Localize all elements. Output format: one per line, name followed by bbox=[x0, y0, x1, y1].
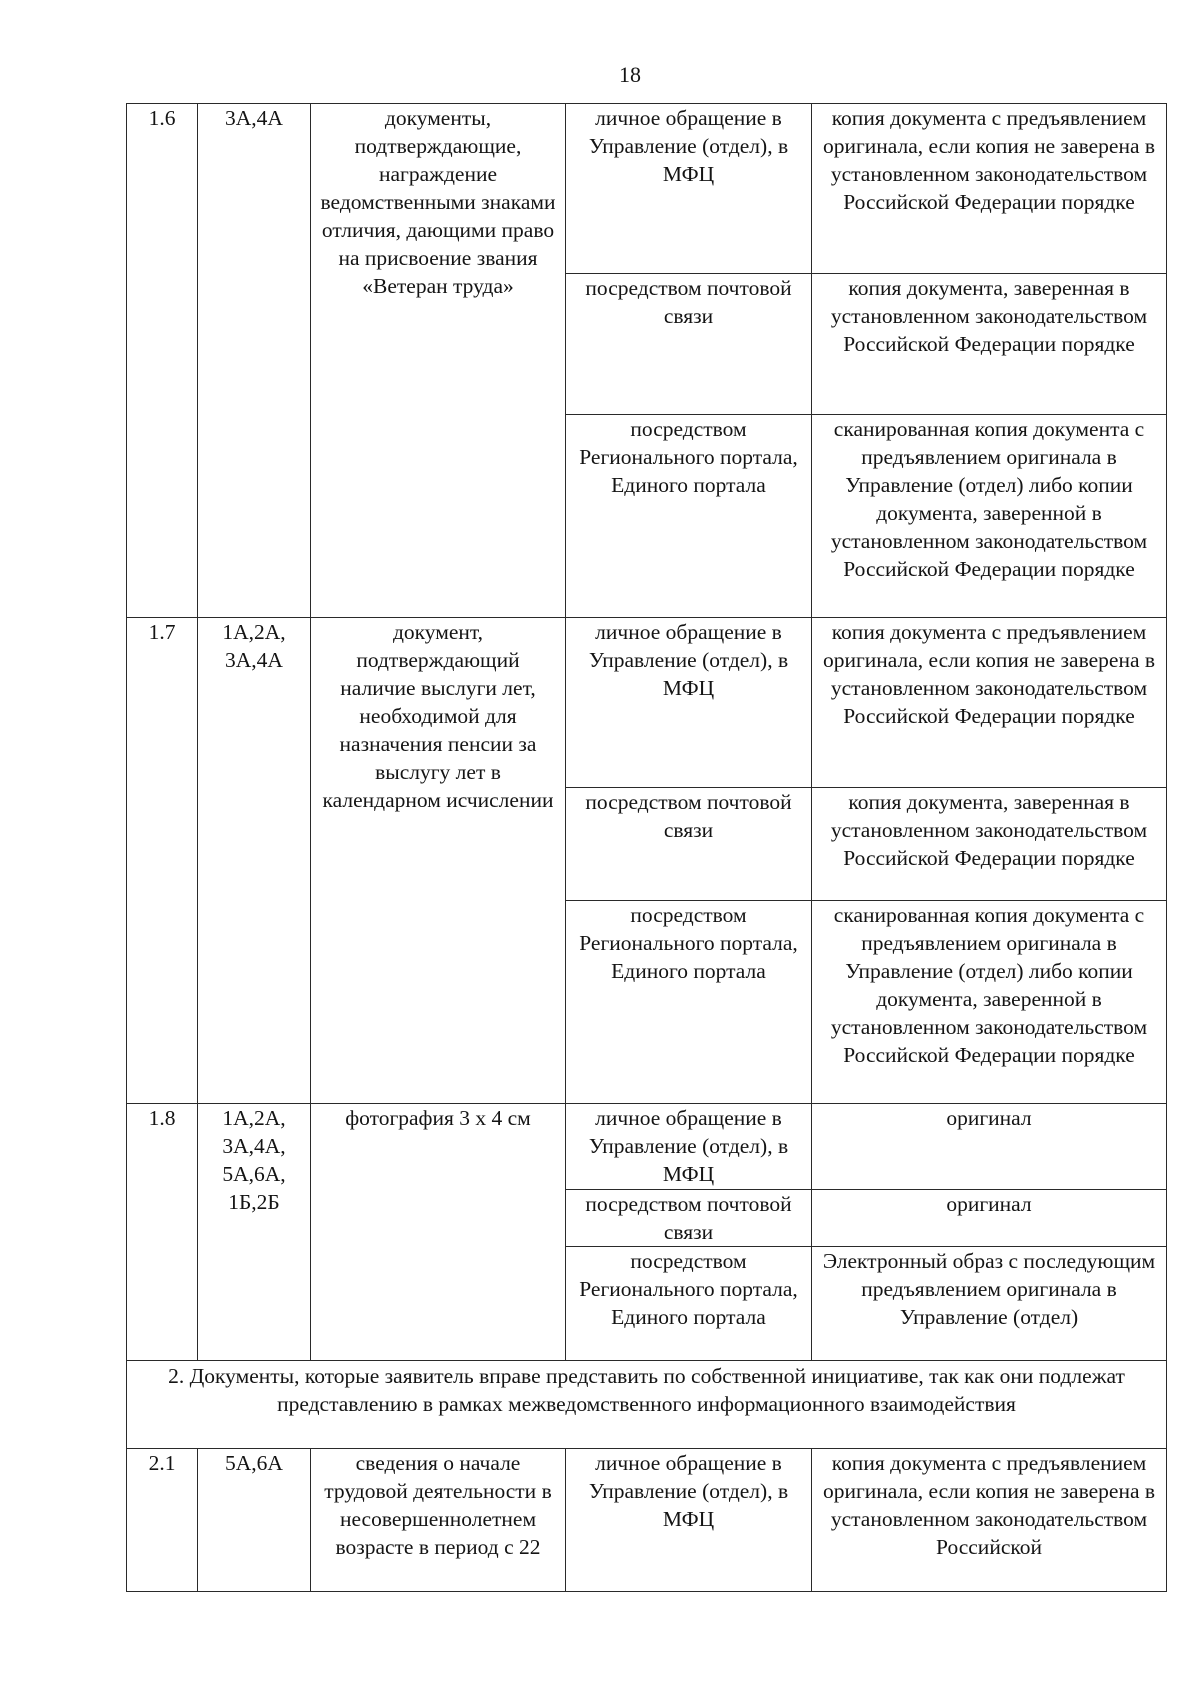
submission-method: личное обращение в Управление (отдел), в МФЦ bbox=[566, 618, 812, 788]
document-form: сканированная копия документа с предъявлением оригинала в Управление (отдел) либо копии документа, заверенной в установленном законодательством Российской Федерации порядке bbox=[812, 415, 1167, 618]
page-number: 18 bbox=[619, 62, 641, 87]
submission-method: посредством почтовой связи bbox=[566, 1190, 812, 1247]
submission-method: личное обращение в Управление (отдел), в МФЦ bbox=[566, 1104, 812, 1190]
row-number: 1.7 bbox=[127, 618, 198, 1104]
document-form: копия документа, заверенная в установленном законодательством Российской Федерации порядке bbox=[812, 274, 1167, 415]
row-number: 2.1 bbox=[127, 1449, 198, 1592]
applicant-categories: 3А,4А bbox=[198, 104, 311, 618]
document-form: оригинал bbox=[812, 1190, 1167, 1247]
document-form: Электронный образ с последующим предъявлением оригинала в Управление (отдел) bbox=[812, 1247, 1167, 1361]
submission-method: посредством почтовой связи bbox=[566, 788, 812, 901]
table-row bbox=[127, 1449, 1167, 1592]
documents-table bbox=[126, 103, 1167, 1592]
document-name: сведения о начале трудовой деятельности в несовершеннолетнем возрасте в период с 22 bbox=[311, 1449, 566, 1592]
document-form: копия документа с предъявлением оригинала, если копия не заверена в установленном законодательством Российской bbox=[812, 1449, 1167, 1592]
table-row bbox=[127, 1104, 1167, 1190]
submission-method: личное обращение в Управление (отдел), в МФЦ bbox=[566, 104, 812, 274]
submission-method: посредством Регионального портала, Единого портала bbox=[566, 901, 812, 1104]
submission-method: личное обращение в Управление (отдел), в МФЦ bbox=[566, 1449, 812, 1592]
document-form: сканированная копия документа с предъявлением оригинала в Управление (отдел) либо копии документа, заверенной в установленном законодательством Российской Федерации порядке bbox=[812, 901, 1167, 1104]
document-form: копия документа с предъявлением оригинала, если копия не заверена в установленном законодательством Российской Федерации порядке bbox=[812, 104, 1167, 274]
submission-method: посредством Регионального портала, Единого портала bbox=[566, 1247, 812, 1361]
section-title-cell bbox=[127, 1361, 1167, 1449]
submission-method: посредством Регионального портала, Единого портала bbox=[566, 415, 812, 618]
table-row bbox=[127, 618, 1167, 788]
section-header-row bbox=[127, 1361, 1167, 1449]
document-name: документ, подтверждающий наличие выслуги лет, необходимой для назначения пенсии за выслугу лет в календарном исчислении bbox=[311, 618, 566, 1104]
table-row bbox=[127, 104, 1167, 274]
applicant-categories: 1А,2А, 3А,4А, 5А,6А, 1Б,2Б bbox=[198, 1104, 311, 1361]
applicant-categories: 5А,6А bbox=[198, 1449, 311, 1592]
section-2-title: 2. Документы, которые заявитель вправе представить по собственной инициативе, так как они подлежат представлению в рамках межведомственного информационного взаимодействия bbox=[168, 1364, 1125, 1416]
row-number: 1.8 bbox=[127, 1104, 198, 1361]
document-name: документы, подтверждающие, награждение ведомственными знаками отличия, дающими право на присвоение звания «Ветеран труда» bbox=[311, 104, 566, 618]
submission-method: посредством почтовой связи bbox=[566, 274, 812, 415]
applicant-categories: 1А,2А, 3А,4А bbox=[198, 618, 311, 1104]
document-form: оригинал bbox=[812, 1104, 1167, 1190]
row-number: 1.6 bbox=[127, 104, 198, 618]
document-name: фотография 3 х 4 см bbox=[311, 1104, 566, 1361]
document-form: копия документа с предъявлением оригинала, если копия не заверена в установленном законодательством Российской Федерации порядке bbox=[812, 618, 1167, 788]
document-form: копия документа, заверенная в установленном законодательством Российской Федерации порядке bbox=[812, 788, 1167, 901]
